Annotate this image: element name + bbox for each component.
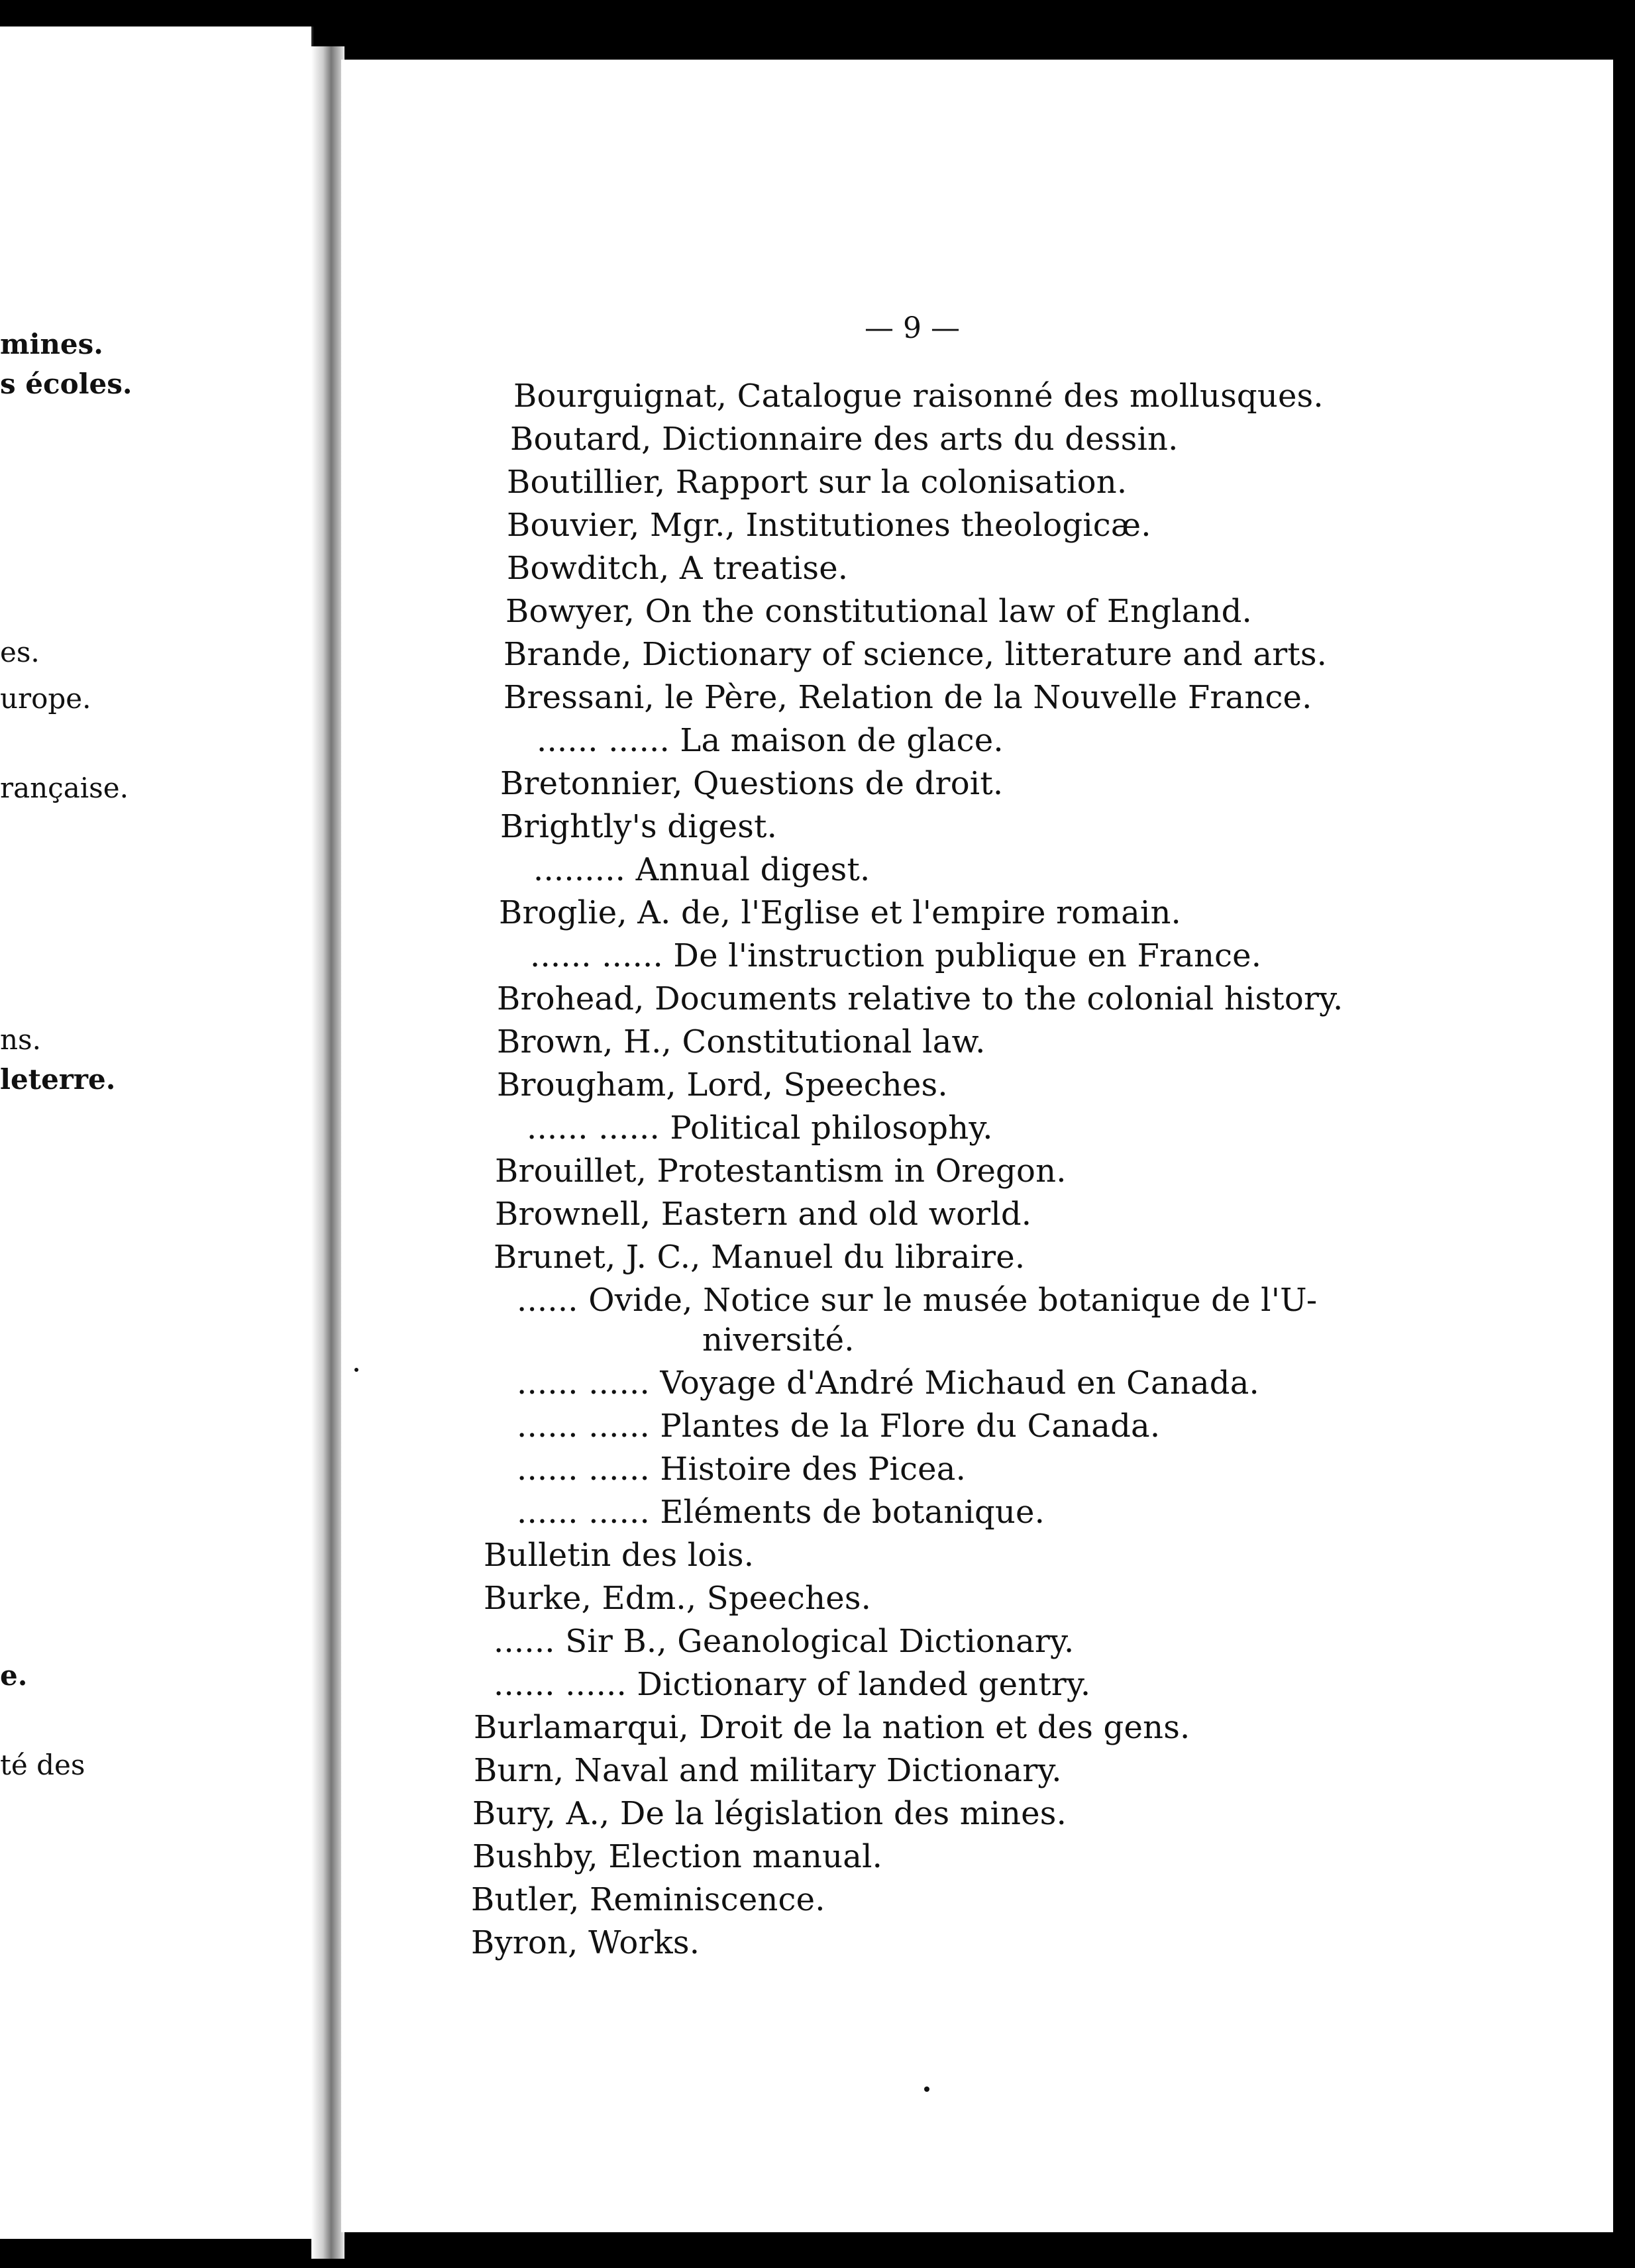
left-fragment: mines. [0, 328, 103, 360]
entry-line: Bourguignat, Catalogue raisonné des mollusques. [513, 378, 1324, 415]
left-fragment: s écoles. [0, 368, 132, 400]
entry-line: Bury, A., De la législation des mines. [472, 1795, 1067, 1832]
entry-line: Burke, Edm., Speeches. [484, 1580, 872, 1617]
left-page [0, 26, 313, 2239]
entry-line: Bulletin des lois. [484, 1537, 755, 1574]
entry-line: Bouvier, Mgr., Institutiones theologicæ. [507, 507, 1151, 544]
ink-speck [924, 2087, 929, 2092]
left-fragment: es. [0, 636, 40, 668]
entry-line: ......... Annual digest. [533, 851, 870, 888]
entry-line: ...... ...... La maison de glace. [537, 722, 1004, 759]
entry-line: Butler, Reminiscence. [471, 1881, 825, 1918]
entry-line: Burn, Naval and military Dictionary. [474, 1752, 1062, 1789]
entry-line: Brohead, Documents relative to the colonial history. [497, 980, 1344, 1017]
entry-line: ...... ...... Eléments de botanique. [517, 1494, 1045, 1531]
left-fragment: rançaise. [0, 772, 129, 804]
entry-line: Byron, Works. [471, 1924, 700, 1961]
right-page [341, 60, 1613, 2232]
entry-line: ...... Ovide, Notice sur le musée botanique de l'U- [517, 1282, 1318, 1319]
book-gutter [311, 46, 344, 2259]
entry-line: Brown, H., Constitutional law. [497, 1023, 986, 1060]
ink-speck [354, 1368, 358, 1372]
entry-line: Bressani, le Père, Relation de la Nouvelle France. [503, 679, 1312, 716]
entry-line: Brunet, J. C., Manuel du libraire. [494, 1239, 1026, 1276]
entry-line: ...... ...... Political philosophy. [527, 1109, 993, 1147]
entry-line: Bowyer, On the constitutional law of England. [505, 593, 1252, 630]
entry-line: ...... ...... Histoire des Picea. [517, 1451, 967, 1488]
entry-line: ...... Sir B., Geanological Dictionary. [494, 1623, 1075, 1660]
entry-line: Brouillet, Protestantism in Oregon. [495, 1153, 1067, 1190]
entry-line: Boutillier, Rapport sur la colonisation. [507, 464, 1128, 501]
entry-line: ...... ...... De l'instruction publique en France. [530, 937, 1262, 974]
entry-line: Bretonnier, Questions de droit. [500, 765, 1004, 802]
left-fragment: leterre. [0, 1063, 116, 1096]
entry-line: Boutard, Dictionnaire des arts du dessin. [510, 421, 1179, 458]
entry-line: Broglie, A. de, l'Eglise et l'empire romain. [499, 894, 1182, 931]
entry-line: Burlamarqui, Droit de la nation et des gens. [474, 1709, 1190, 1746]
left-fragment: e. [0, 1659, 28, 1692]
left-fragment: urope. [0, 682, 91, 715]
entry-line: Brougham, Lord, Speeches. [497, 1066, 948, 1104]
left-fragment: ns. [0, 1023, 41, 1056]
entry-line: Brownell, Eastern and old world. [495, 1196, 1032, 1233]
entry-line: ...... ...... Plantes de la Flore du Canada. [517, 1408, 1161, 1445]
entry-line: Bowditch, A treatise. [507, 550, 849, 587]
entry-line: niversité. [702, 1321, 855, 1359]
left-fragment: té des [0, 1749, 85, 1781]
entry-line: Brande, Dictionary of science, litterature and arts. [503, 636, 1328, 673]
entry-line: Bushby, Election manual. [472, 1838, 883, 1875]
entry-line: ...... ...... Dictionary of landed gentry. [494, 1666, 1091, 1703]
entry-line: ...... ...... Voyage d'André Michaud en Canada. [517, 1365, 1259, 1402]
entry-line: Brightly's digest. [500, 808, 778, 845]
page-number: — 9 — [865, 311, 960, 345]
